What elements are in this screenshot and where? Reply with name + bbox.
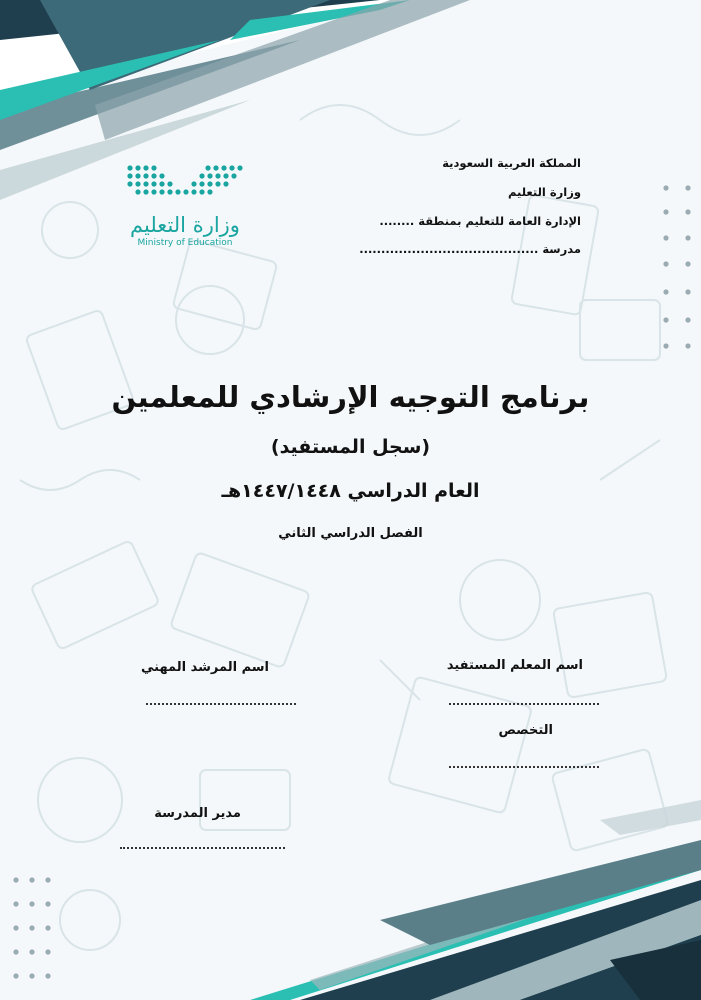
logo-dots-icon — [122, 162, 248, 198]
teacher-name-field[interactable] — [449, 703, 599, 705]
ministry-logo — [122, 162, 248, 252]
header-directorate: الإدارة العامة للتعليم بمنطقة ........ — [379, 214, 581, 228]
header-school: مدرسة ......................................... — [359, 242, 581, 256]
mentor-name-field[interactable] — [146, 703, 296, 705]
header-kingdom: المملكة العربية السعودية — [442, 156, 581, 170]
page-title: برنامج التوجيه الإرشادي للمعلمين — [111, 380, 590, 414]
logo-arabic-text: وزارة التعليم — [130, 213, 240, 237]
academic-year: العام الدراسي ١٤٤٧/١٤٤٨هـ — [221, 480, 480, 502]
principal-field[interactable] — [120, 847, 285, 849]
specialization-label: التخصص — [498, 723, 553, 738]
logo-english-text: Ministry of Education — [137, 238, 233, 248]
semester: الفصل الدراسي الثاني — [278, 526, 423, 541]
mentor-name-label: اسم المرشد المهني — [140, 660, 269, 675]
teacher-name-label: اسم المعلم المستفيد — [446, 658, 583, 673]
principal-label: مدير المدرسة — [154, 806, 241, 821]
specialization-field[interactable] — [449, 766, 599, 768]
page-subtitle: (سجل المستفيد) — [270, 436, 431, 458]
header-ministry: وزارة التعليم — [508, 185, 581, 199]
